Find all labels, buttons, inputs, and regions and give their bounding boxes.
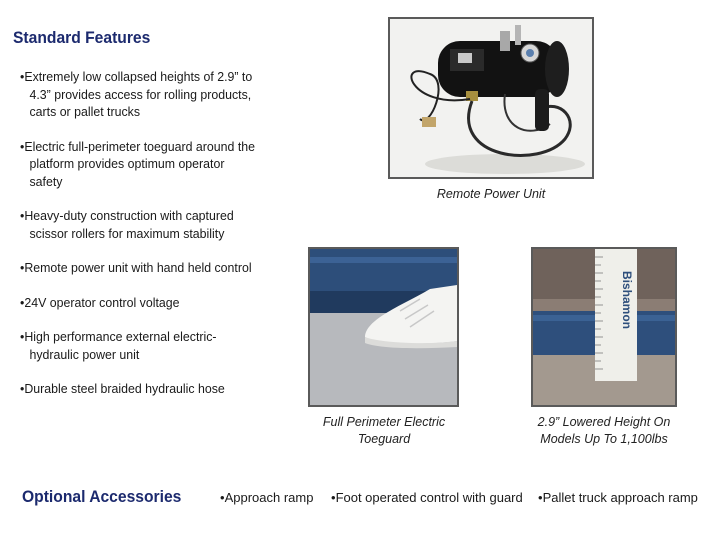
standard-features-list: [20, 68, 270, 415]
accessory-item: • Foot operated control with guard: [331, 490, 523, 505]
feature-item: • High performance external electric-hydraulic power unit: [20, 328, 258, 363]
lowered-height-photo: [531, 247, 677, 407]
remote-power-unit-caption: Remote Power Unit: [436, 187, 546, 201]
toeguard-caption: [304, 414, 464, 448]
feature-item: • Electric full-perimeter toeguard around the platform provides optimum operator safety: [20, 138, 258, 191]
optional-accessories-heading: Optional Accessories: [22, 487, 182, 506]
feature-item: • Remote power unit with hand held control: [20, 259, 258, 277]
standard-features-heading: Standard Features: [13, 28, 151, 47]
toeguard-caption-line2: Toeguard: [357, 432, 411, 446]
lowered-height-caption: [520, 414, 688, 448]
feature-item: • Extremely low collapsed heights of 2.9” to 4.3” provides access for rolling products, carts or pallet trucks: [20, 68, 258, 121]
accessory-item: • Approach ramp: [220, 490, 313, 505]
lowered-height-caption-line1: 2.9” Lowered Height On: [537, 415, 671, 429]
feature-item: • Durable steel braided hydraulic hose: [20, 380, 258, 398]
toeguard-illustration: [310, 249, 457, 405]
remote-power-unit-photo: [388, 17, 594, 179]
ruler-brand-label: Bishamon: [620, 271, 634, 330]
feature-item: • 24V operator control voltage: [20, 294, 258, 312]
toeguard-photo: [308, 247, 459, 407]
feature-item: • Heavy-duty construction with captured scissor rollers for maximum stability: [20, 207, 258, 242]
lowered-height-caption-line2: Models Up To 1,100lbs: [540, 432, 668, 446]
toeguard-caption-line1: Full Perimeter Electric: [322, 415, 446, 429]
lowered-height-illustration: [533, 249, 675, 405]
power-unit-illustration: [390, 19, 592, 177]
accessory-item: • Pallet truck approach ramp: [538, 490, 698, 505]
